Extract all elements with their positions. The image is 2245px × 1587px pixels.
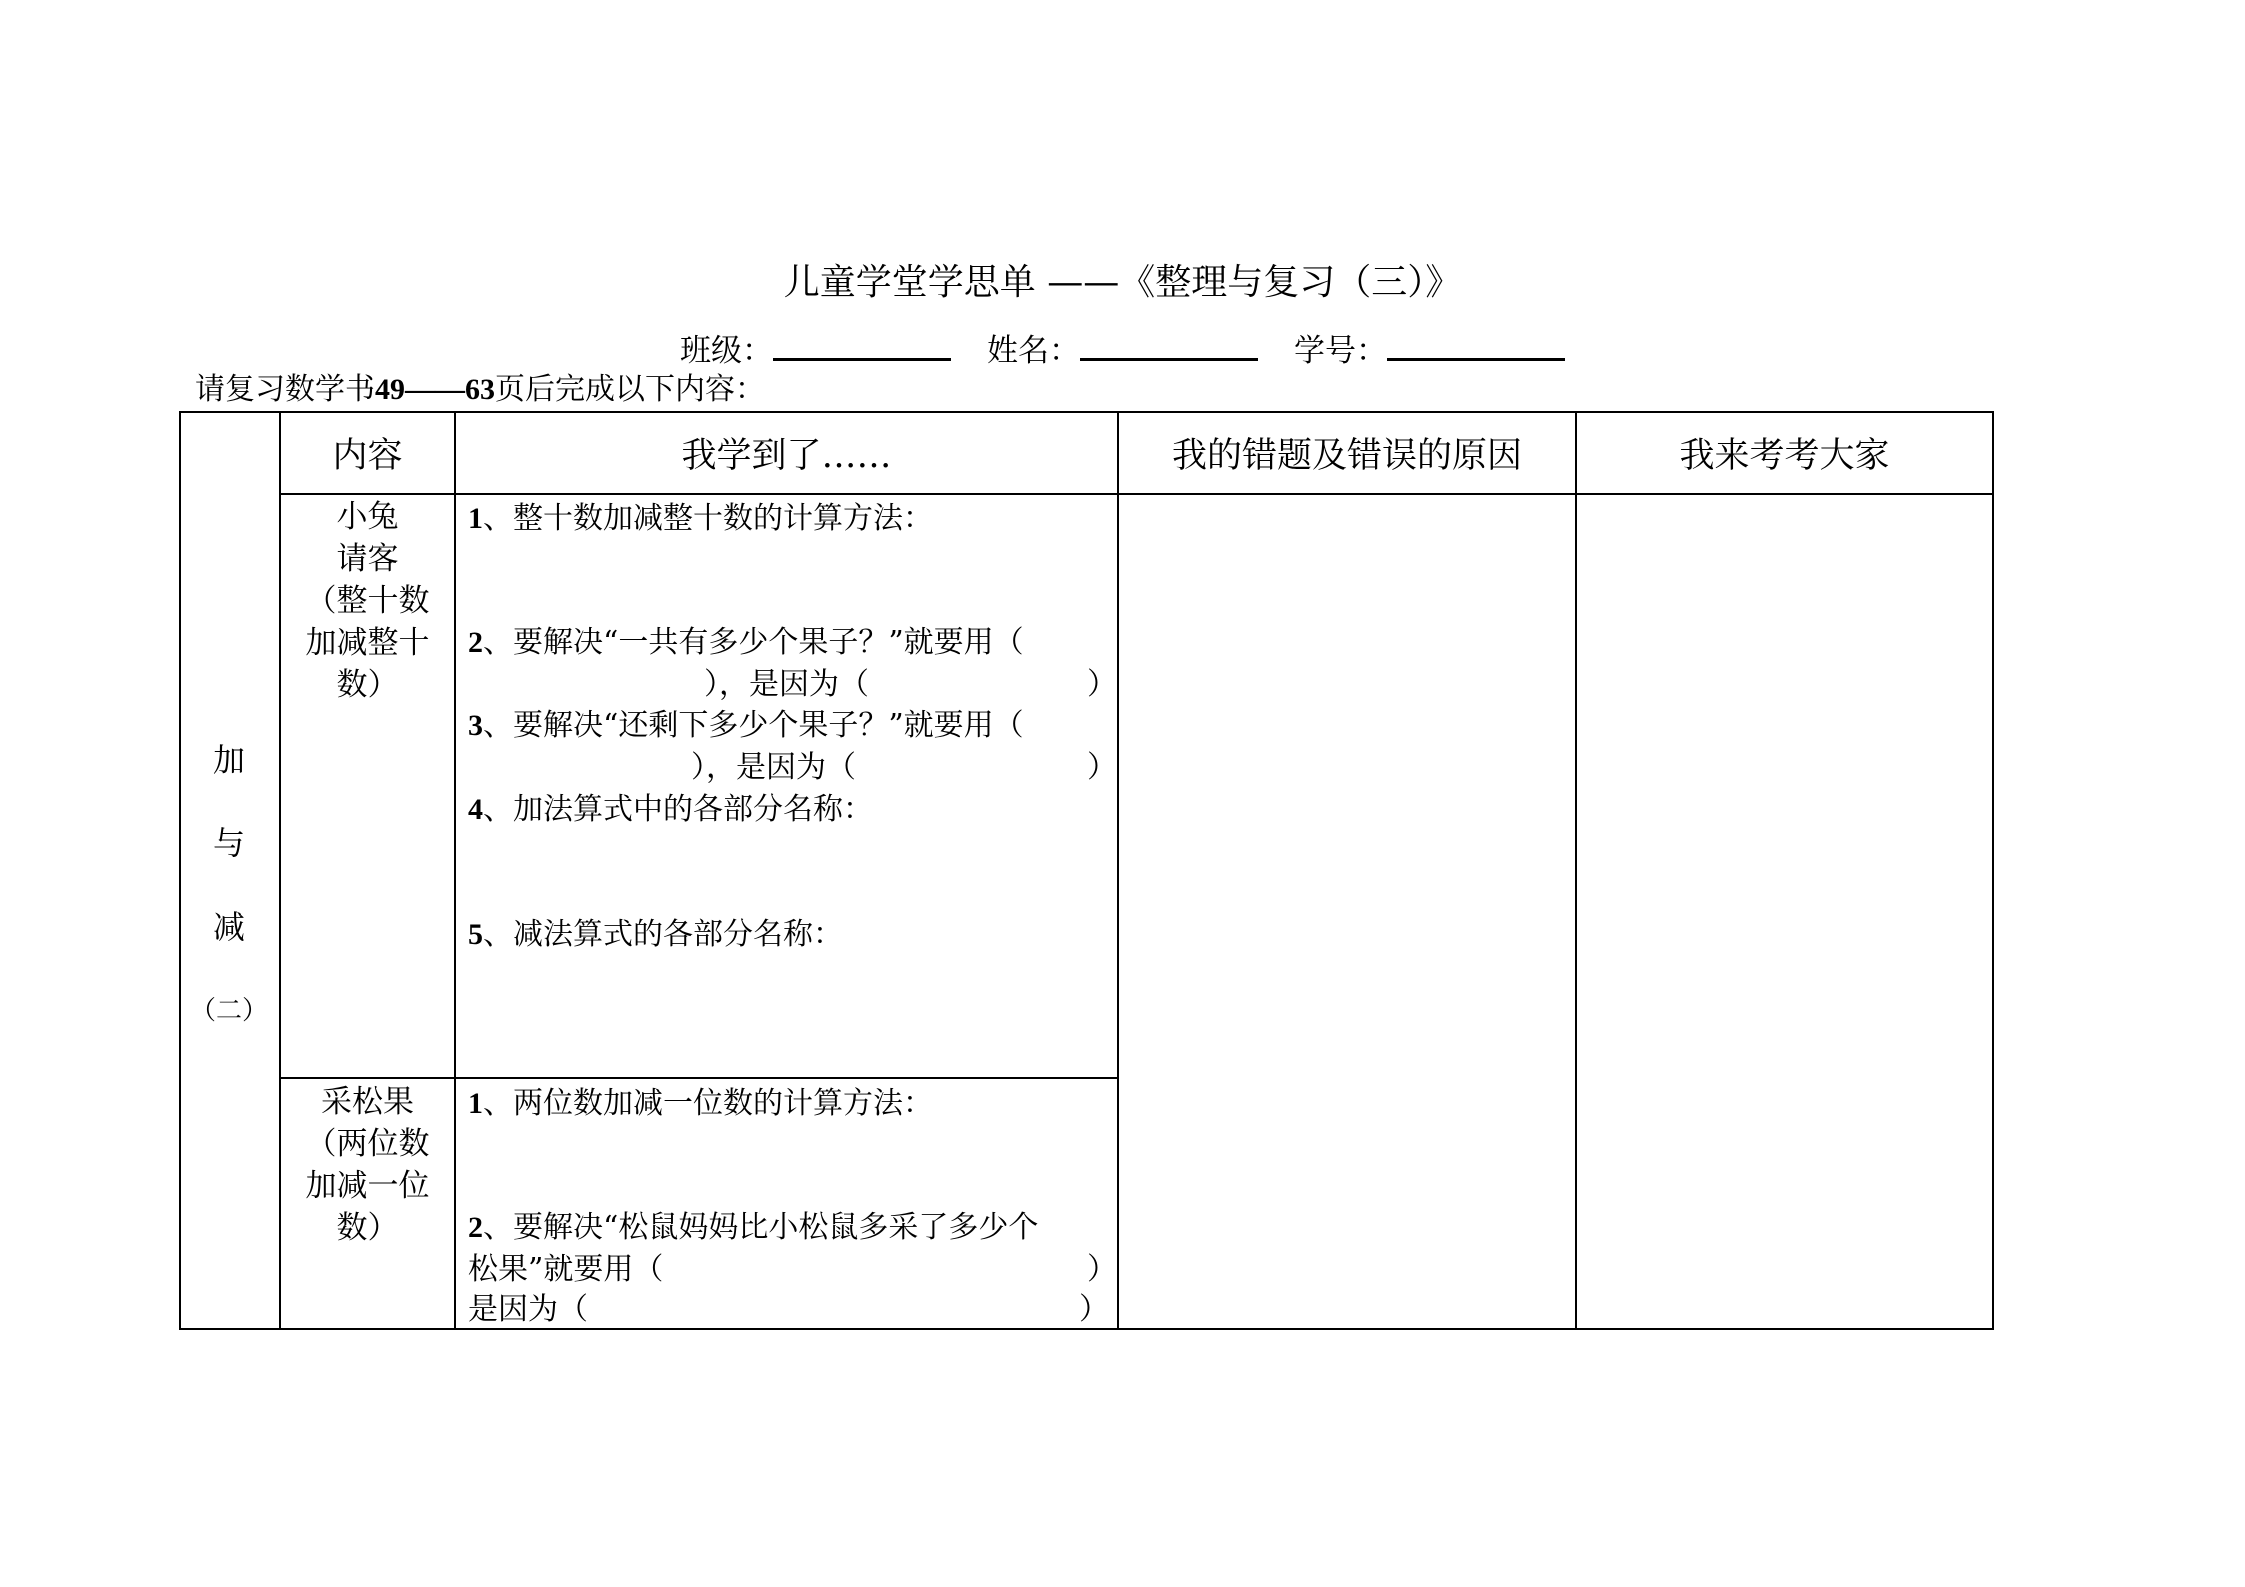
page-title: 儿童学堂学思单 ——《整理与复习（三）》 <box>783 262 1462 303</box>
lesson-title-pinecone <box>281 1081 454 1249</box>
question-text: 、减法算式的各部分名称： <box>483 917 843 952</box>
table-border-top <box>179 411 1994 413</box>
lesson-title-line: 请客 <box>336 541 399 577</box>
name-blank[interactable] <box>1080 326 1258 361</box>
answer-blank-line: ），是因为（ <box>704 667 869 702</box>
id-blank[interactable] <box>1387 326 1565 361</box>
table-border-left <box>179 411 181 1330</box>
instruction-pages: 49——63 <box>375 373 495 406</box>
student-info <box>0 326 2245 372</box>
lesson-title-line: （整十数 <box>305 583 430 619</box>
lesson-divider <box>279 1077 1119 1079</box>
column-divider <box>454 411 456 1330</box>
question-item <box>468 1083 933 1125</box>
question-item <box>468 498 933 540</box>
closing-paren: ） <box>1087 750 1117 785</box>
id-label: 学号： <box>1294 333 1387 369</box>
question-number: 1 <box>468 502 483 535</box>
answer-blank-line: 松果”就要用（ <box>468 1252 664 1287</box>
question-number: 1 <box>468 1087 483 1120</box>
header-mistakes: 我的错题及错误的原因 <box>1171 436 1522 476</box>
column-divider <box>1117 411 1119 1330</box>
lesson-title-line: （两位数 <box>305 1126 430 1162</box>
name-label: 姓名： <box>987 333 1080 369</box>
header-divider <box>279 493 1994 495</box>
lesson-title-rabbit <box>281 496 454 706</box>
instruction-prefix: 请复习数学书 <box>195 372 375 407</box>
question-text: 、整十数加减整十数的计算方法： <box>483 501 933 536</box>
question-number: 3 <box>468 709 483 742</box>
question-text: 、要解决“松鼠妈妈比小松鼠多采了多少个 <box>483 1210 1039 1245</box>
question-item <box>468 622 1024 664</box>
lesson-title-line: 采松果 <box>321 1084 414 1120</box>
unit-sub: （二） <box>189 996 268 1026</box>
question-text: 、两位数加减一位数的计算方法： <box>483 1086 933 1121</box>
table-border-right <box>1992 411 1994 1330</box>
question-number: 5 <box>468 918 483 951</box>
header-quiz: 我来考考大家 <box>1679 436 1890 476</box>
unit-char: 加 <box>212 741 245 779</box>
question-item <box>468 705 1024 747</box>
closing-paren: ） <box>1087 667 1117 702</box>
lesson-title-line: 小兔 <box>336 499 399 535</box>
question-number: 4 <box>468 793 483 826</box>
header-content: 内容 <box>332 436 403 476</box>
question-number: 2 <box>468 626 483 659</box>
question-item <box>468 789 873 831</box>
question-number: 2 <box>468 1211 483 1244</box>
lesson-title-line: 加减一位 <box>305 1168 430 1204</box>
closing-paren: ） <box>1087 1252 1117 1287</box>
answer-blank-line: 是因为（ <box>468 1292 588 1327</box>
answer-blank-line: ），是因为（ <box>691 750 856 785</box>
unit-char: 减 <box>212 908 245 946</box>
closing-paren: ） <box>1079 1292 1109 1327</box>
class-blank[interactable] <box>773 326 951 361</box>
lesson-title-line: 加减整十 <box>305 625 430 661</box>
class-label: 班级： <box>680 333 773 369</box>
question-text: 、要解决“一共有多少个果子？”就要用（ <box>483 625 1024 660</box>
header-learned: 我学到了…… <box>681 436 892 476</box>
question-item <box>468 1207 1038 1249</box>
lesson-title-line: 数） <box>336 1210 399 1246</box>
question-item <box>468 914 843 956</box>
instruction-suffix: 页后完成以下内容： <box>495 372 765 407</box>
question-text: 、要解决“还剩下多少个果子？”就要用（ <box>483 708 1024 743</box>
instruction <box>195 370 765 410</box>
question-text: 、加法算式中的各部分名称： <box>483 792 873 827</box>
unit-char: 与 <box>212 824 245 862</box>
column-divider <box>1575 411 1577 1330</box>
worksheet-table <box>179 411 1994 1330</box>
lesson-title-line: 数） <box>336 667 399 703</box>
